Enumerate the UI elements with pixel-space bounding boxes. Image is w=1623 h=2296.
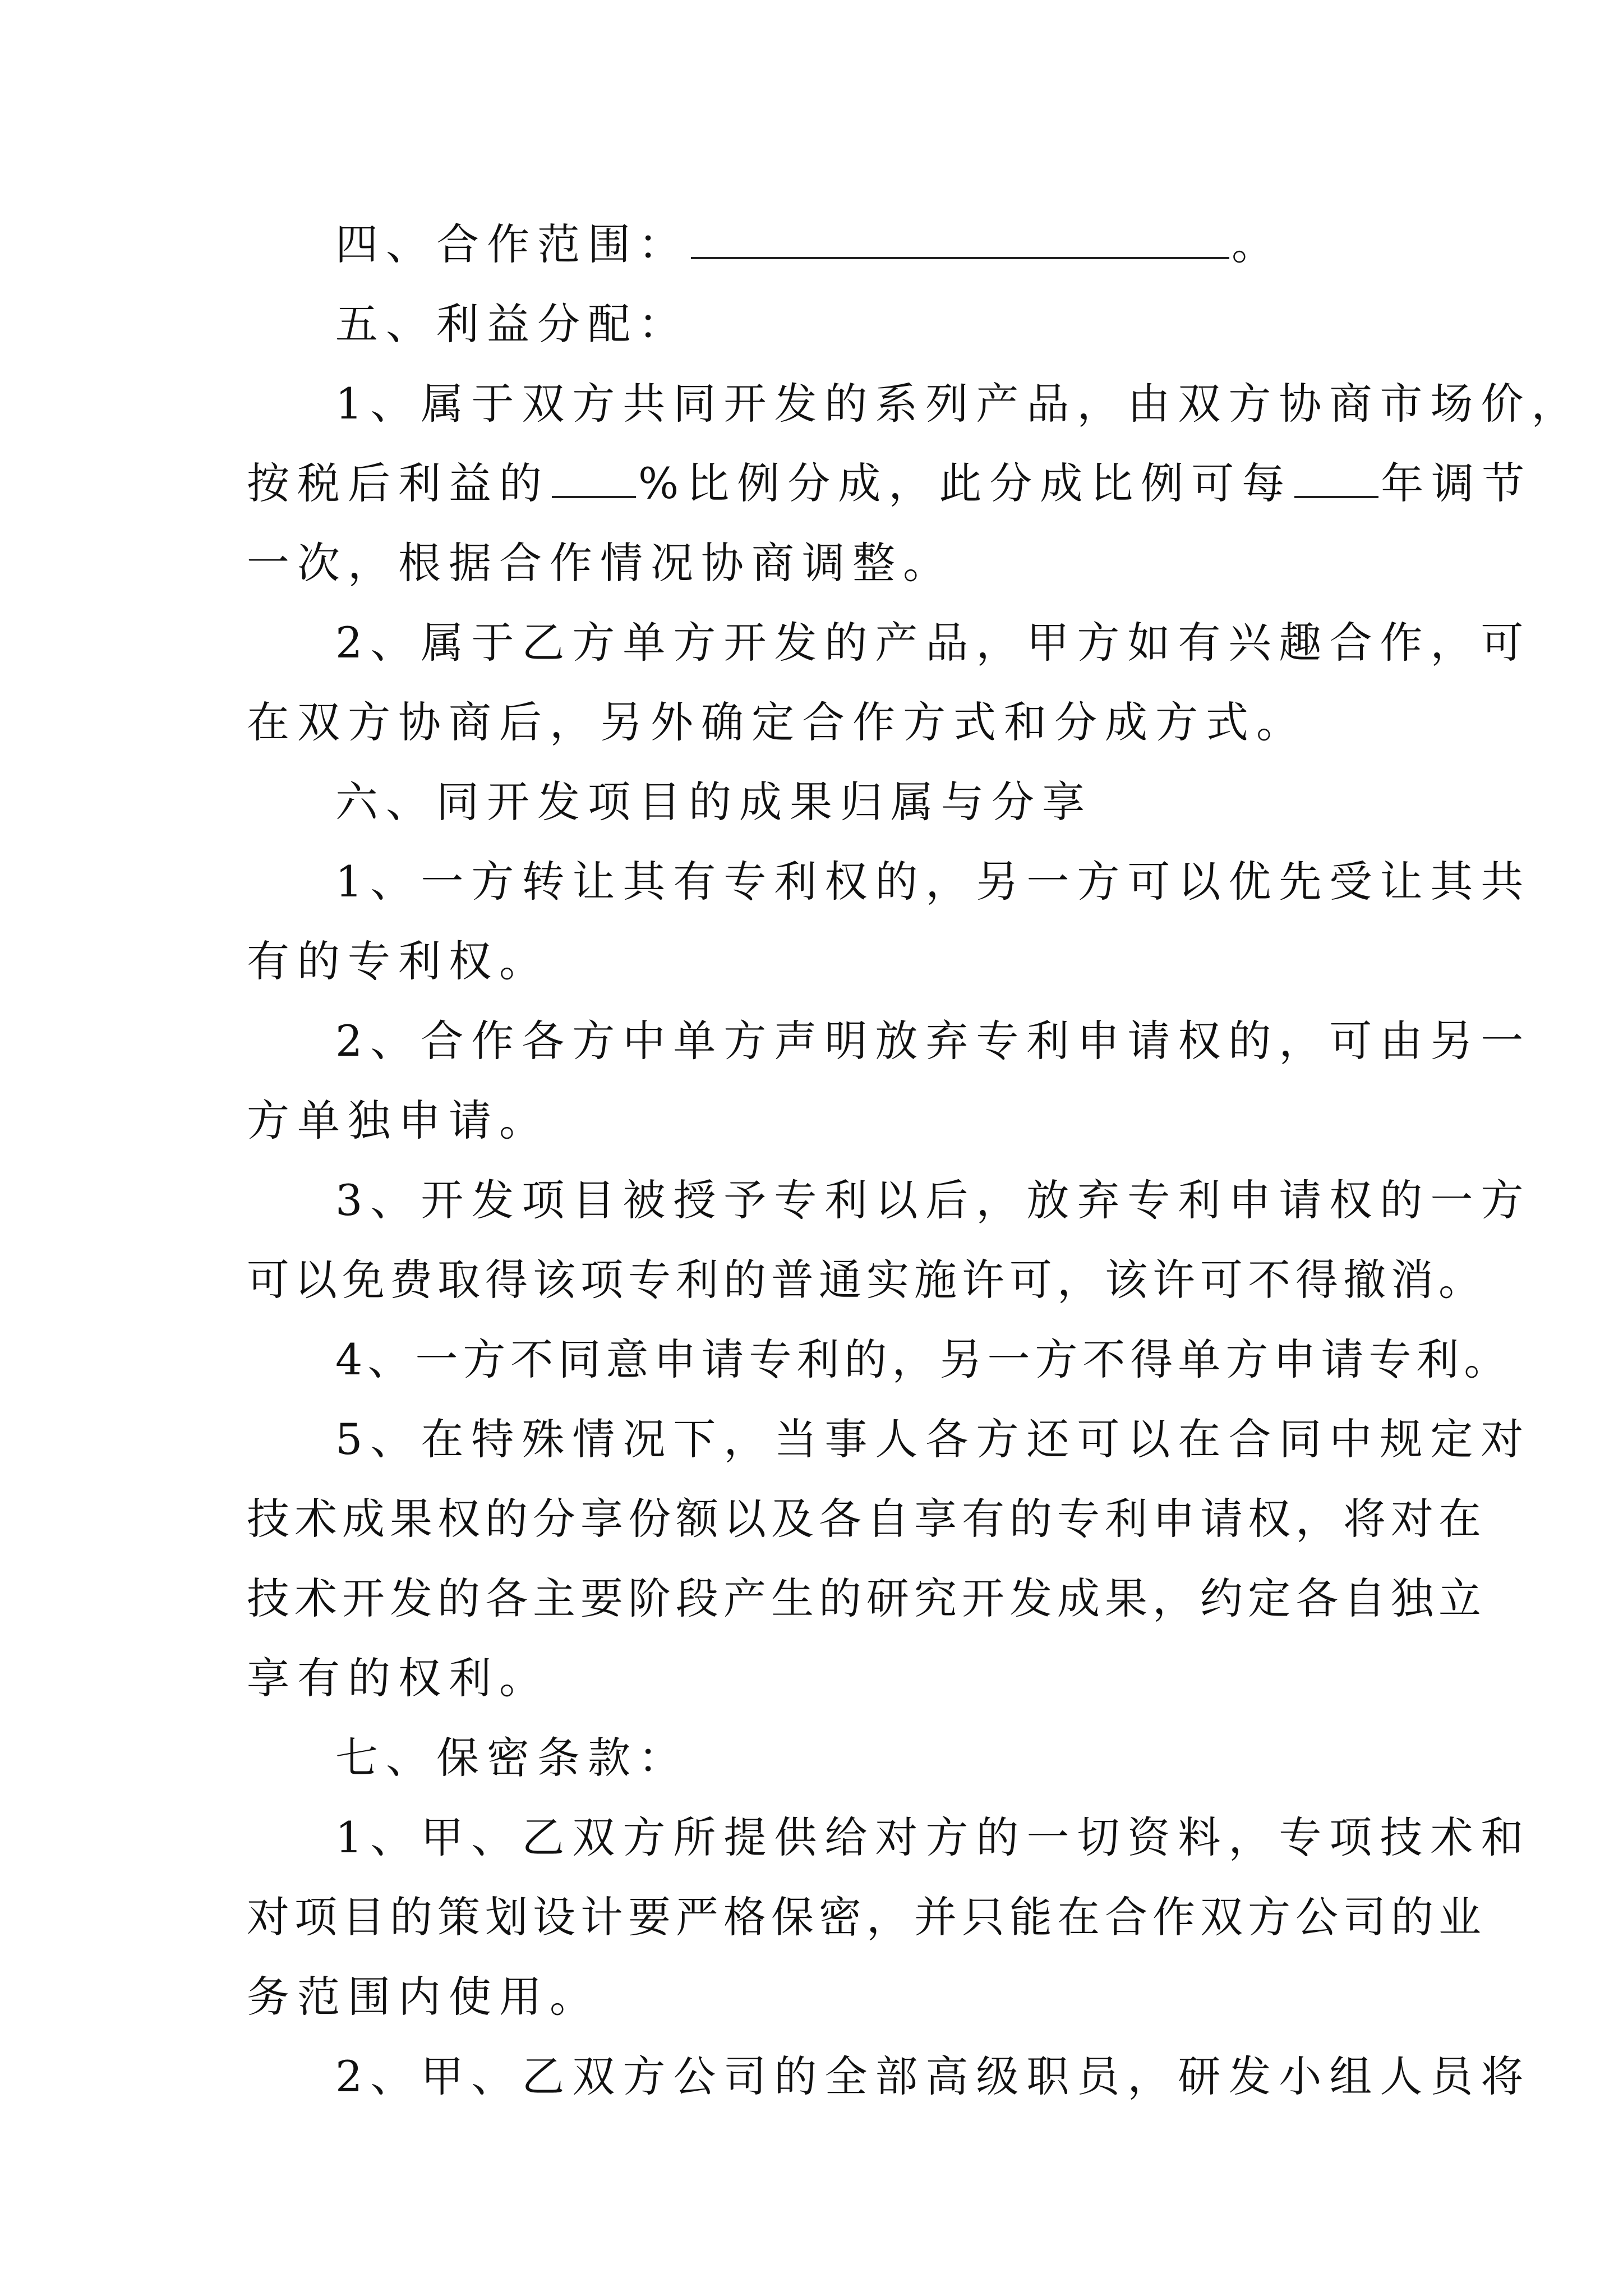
section-7-item-2-line-1: 2、甲、乙双方公司的全部高级职员，研发小组人员将 bbox=[335, 2051, 1532, 2101]
item-1-text-a: 按税后利益的 bbox=[247, 458, 550, 508]
section-7-item-1-line-1: 1、甲、乙双方所提供给对方的一切资料，专项技术和 bbox=[335, 1812, 1532, 1862]
section-7-item-1-line-2: 对项目的策划设计要严格保密，并只能在合作双方公司的业 bbox=[247, 1892, 1486, 1942]
section-6-heading: 六、同开发项目的成果归属与分享 bbox=[335, 777, 1092, 827]
section-5-item-1-line-3: 一次，根据合作情况协商调整。 bbox=[247, 538, 953, 588]
scope-blank-line bbox=[691, 214, 1229, 259]
section-5-item-1-line-1: 1、属于双方共同开发的系列产品，由双方协商市场价， bbox=[335, 379, 1582, 429]
document-body bbox=[247, 205, 1582, 2116]
section-6-item-4-line-1: 4、一方不同意申请专利的，另一方不得单方申请专利。 bbox=[335, 1335, 1512, 1384]
section-5-item-2-line-2: 在双方协商后，另外确定合作方式和分成方式。 bbox=[247, 697, 1307, 747]
section-4-end: 。 bbox=[1232, 219, 1282, 269]
section-6-item-5-line-2: 技术成果权的分享份额以及各自享有的专利申请权，将对在 bbox=[247, 1494, 1486, 1544]
years-blank bbox=[1294, 453, 1378, 498]
section-6-item-5-line-3: 技术开发的各主要阶段产生的研究开发成果，约定各自独立 bbox=[247, 1573, 1486, 1623]
section-6-item-5-line-4: 享有的权利。 bbox=[247, 1653, 550, 1703]
section-6-item-1-line-1: 1、一方转让其有专利权的，另一方可以优先受让其共 bbox=[335, 857, 1532, 907]
section-6-item-3-line-2: 可以免费取得该项专利的普通实施许可，该许可不得撤消。 bbox=[247, 1255, 1486, 1305]
section-5-item-1-line-2 bbox=[247, 444, 1533, 523]
section-7-item-1-line-3: 务范围内使用。 bbox=[247, 1972, 600, 2022]
section-4-cooperation-scope bbox=[247, 205, 1391, 284]
section-6-item-2-line-2: 方单独申请。 bbox=[247, 1096, 550, 1145]
item-1-text-c: 年调节 bbox=[1381, 458, 1533, 508]
section-4-label: 四、合作范围： bbox=[335, 219, 689, 269]
section-6-item-1-line-2: 有的专利权。 bbox=[247, 936, 550, 986]
section-5-item-2-line-1: 2、属于乙方单方开发的产品，甲方如有兴趣合作，可 bbox=[335, 618, 1532, 668]
section-6-item-3-line-1: 3、开发项目被授予专利以后，放弃专利申请权的一方 bbox=[335, 1175, 1532, 1225]
section-6-item-5-line-1: 5、在特殊情况下，当事人各方还可以在合同中规定对 bbox=[335, 1414, 1532, 1464]
item-1-text-b: %比例分成，此分成比例可每 bbox=[638, 458, 1293, 508]
section-5-heading: 五、利益分配： bbox=[335, 299, 689, 349]
ratio-blank bbox=[552, 453, 636, 498]
section-6-item-2-line-1: 2、合作各方中单方声明放弃专利申请权的，可由另一 bbox=[335, 1016, 1532, 1066]
section-7-heading: 七、保密条款： bbox=[335, 1733, 689, 1783]
